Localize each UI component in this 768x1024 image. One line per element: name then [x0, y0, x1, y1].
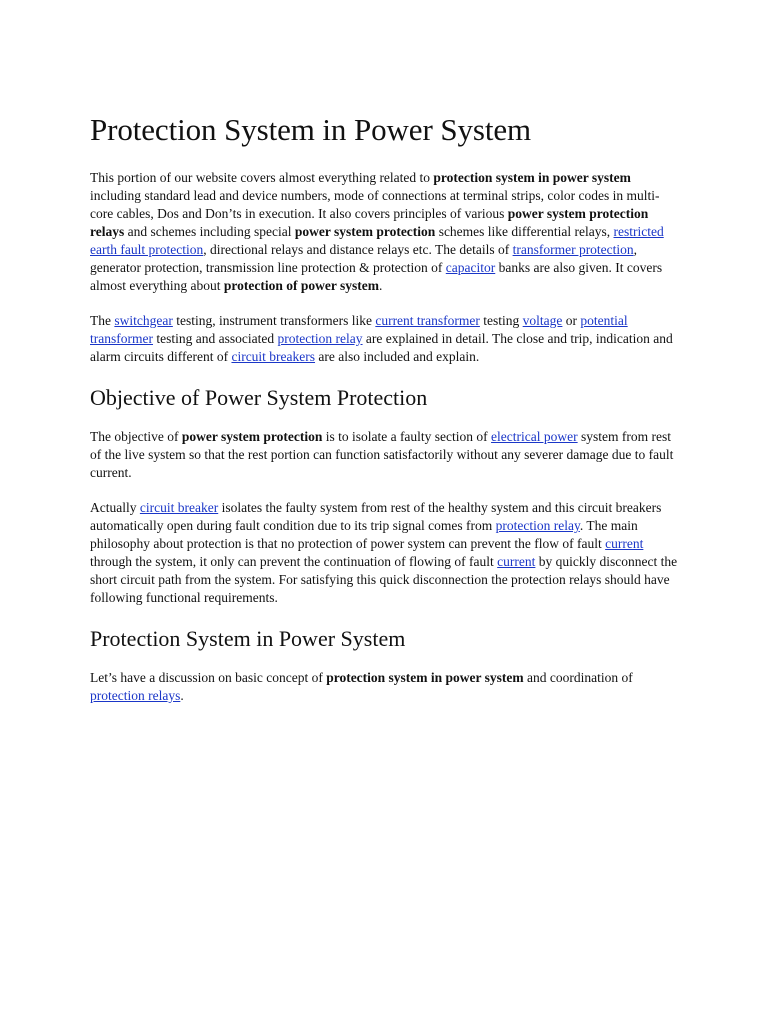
intro-paragraph	[90, 169, 680, 295]
intro-bold-1: protection system in power system	[433, 170, 631, 185]
intro-text-5: , directional relays and distance relays etc. The details of	[203, 242, 513, 257]
link-switchgear[interactable]: switchgear	[114, 313, 173, 328]
p5-text-3: .	[180, 688, 184, 703]
link-transformer-protection[interactable]: transformer protection	[512, 242, 634, 257]
objective-paragraph	[90, 428, 680, 482]
intro-text-6: , generator protection, transmission line protection & protection of	[90, 242, 638, 275]
link-current-2[interactable]: current	[497, 554, 536, 569]
link-protection-relay[interactable]: protection relay	[277, 331, 363, 346]
p2-text-3: testing	[479, 313, 523, 328]
link-capacitor[interactable]: capacitor	[445, 260, 496, 275]
p2-text-1: The	[90, 313, 115, 328]
p3-text-1: The objective of	[90, 429, 182, 444]
link-potential-transformer[interactable]: potential transformer	[90, 313, 628, 346]
p4-text-5: by quickly disconnect the short circuit path from the system. For satisfying this quick disconnection the protection relays should have following functional requirements.	[90, 554, 678, 605]
intro-text-7: banks are also given. It covers almost everything about	[90, 260, 663, 293]
intro-bold-4: protection of power system	[223, 278, 379, 293]
link-electrical-power[interactable]: electrical power	[491, 429, 578, 444]
p3-bold-1: power system protection	[181, 429, 323, 444]
circuit-breaker-paragraph	[90, 499, 680, 607]
p4-text-4: through the system, it only can prevent the continuation of flowing of fault	[90, 554, 498, 569]
intro-text-8: .	[378, 278, 383, 293]
link-circuit-breaker[interactable]: circuit breaker	[139, 500, 219, 515]
heading-objective: Objective of Power System Protection	[90, 385, 428, 410]
p3-text-2: is to isolate a faulty section of	[322, 429, 492, 444]
link-protection-relays[interactable]: protection relays	[90, 688, 181, 703]
p2-text-5: testing and associated	[152, 331, 278, 346]
p3-text-3: system from rest of the live system so that the rest portion can function satisfactorily without any severer damage due to fault current.	[90, 429, 674, 480]
link-current[interactable]: current	[605, 536, 644, 551]
p5-text-2: and coordination of	[523, 670, 633, 685]
intro-bold-2: power system protection relays	[90, 206, 649, 239]
p2-text-6: are explained in detail. The close and trip, indication and alarm circuits different of	[90, 331, 673, 364]
p5-bold-1: protection system in power system	[326, 670, 524, 685]
p4-text-1: Actually	[90, 500, 140, 515]
p2-text-4: or	[562, 313, 581, 328]
intro-text-4: schemes like differential relays,	[435, 224, 614, 239]
p2-text-2: testing, instrument transformers like	[172, 313, 376, 328]
testing-paragraph	[90, 312, 680, 366]
p4-text-2: isolates the faulty system from rest of the healthy system and this circuit breakers automatically open during fault condition due to its trip signal comes from	[90, 500, 662, 533]
link-circuit-breakers[interactable]: circuit breakers	[231, 349, 316, 364]
link-voltage[interactable]: voltage	[522, 313, 563, 328]
p2-text-7: are also included and explain.	[315, 349, 480, 364]
link-current-transformer[interactable]: current transformer	[375, 313, 480, 328]
discussion-paragraph	[90, 669, 680, 705]
p5-text-1: Let’s have a discussion on basic concept of	[90, 670, 327, 685]
intro-bold-3: power system protection	[294, 224, 436, 239]
intro-text-2: including standard lead and device numbers, mode of connections at terminal strips, color codes in multi-core cables, Dos and Don’ts in execution. It also covers principles of various	[90, 188, 660, 221]
heading-protection-system: Protection System in Power System	[90, 626, 406, 651]
p4-text-3: . The main philosophy about protection is that no protection of power system can prevent the flow of fault	[90, 518, 638, 551]
link-protection-relay-2[interactable]: protection relay	[495, 518, 580, 533]
page-title: Protection System in Power System	[90, 112, 532, 147]
intro-text-1: This portion of our website covers almost everything related to	[90, 170, 434, 185]
link-restricted-earth-fault-protection[interactable]: restricted earth fault protection	[90, 224, 664, 257]
intro-text-3: and schemes including special	[124, 224, 295, 239]
